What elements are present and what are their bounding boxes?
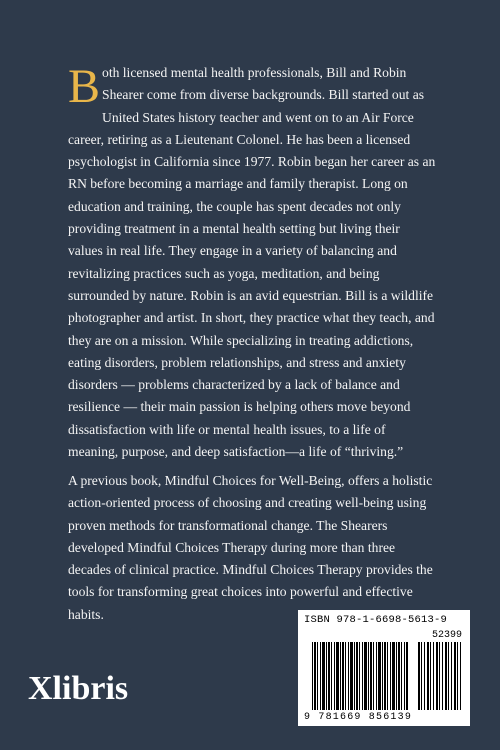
isbn-number: ISBN 978-1-6698-5613-9 (304, 614, 448, 626)
publisher-logo: Xlibris (28, 670, 129, 707)
previous-book-paragraph: A previous book, Mindful Choices for Well-Being, offers a holistic action-oriented process of choosing and creating well-being using proven methods for transformational change. The Shearers developed Mindful Choices Therapy during more than three decades of clinical practice. Mindful Choices Therapy provides the tools for transforming great choices into powerful and effective habits. (68, 473, 433, 622)
author-bio-paragraph (68, 62, 436, 463)
barcode-bars-icon (312, 642, 408, 710)
barcode-addon-bars-icon (418, 642, 462, 710)
author-bio-text: oth licensed mental health professionals, Bill and Robin Shearer come from diverse backgrounds. Bill started out as United States history teacher and went on to an Air Force career, retiring as a Lieutenant Colonel. He has been a licensed psychologist in California since 1977. Robin began her career as an RN before becoming a marriage and family therapist. Long on education and training, the couple has spent decades not only providing treatment in a mental health setting but living their values in real life. They engage in a variety of balancing and revitalizing practices such as yoga, meditation, and being surrounded by nature. Robin is an avid equestrian. Bill is a wildlife photographer and artist. In short, they practice what they teach, and they are on a mission. While specializing in treating addictions, eating disorders, problem relationships, and stress and anxiety disorders — problems characterized by a lack of balance and resilience — their main passion is helping others move beyond dissatisfaction with life or mental health issues, to a life of meaning, purpose, and deep satisfaction—a life of “thriving.” (68, 65, 436, 460)
drop-cap-letter: B (68, 60, 101, 113)
price-code: 52399 (431, 630, 462, 641)
ean-digits: 9 781669 856139 (304, 712, 413, 723)
isbn-barcode (298, 610, 470, 726)
